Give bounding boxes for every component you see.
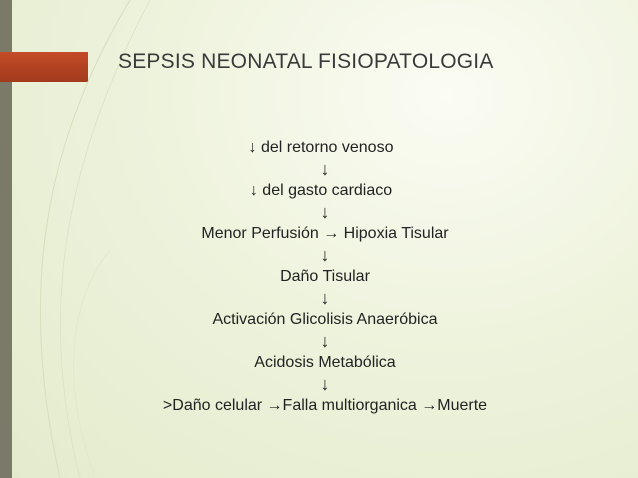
slide-title: SEPSIS NEONATAL FISIOPATOLOGIA [118, 50, 494, 73]
flow-step-anaerobic-glycolysis: Activación Glicolisis Anaeróbica [212, 311, 438, 328]
flow-step-perfusion-hypoxia: Menor Perfusión → Hipoxia Tisular [201, 225, 449, 242]
flow-step-venous-return: ↓ del retorno venoso [248, 139, 394, 156]
flow-step-metabolic-acidosis: Acidosis Metabólica [254, 354, 396, 371]
down-arrow-2: ↓ [320, 201, 330, 222]
pathophysiology-flow [12, 137, 638, 417]
down-arrow-1: ↓ [320, 158, 330, 179]
flow-step-tissue-damage: Daño Tisular [280, 268, 370, 285]
down-arrow-3: ↓ [320, 244, 330, 265]
down-arrow-5: ↓ [320, 330, 330, 351]
down-arrow-4: ↓ [320, 287, 330, 308]
down-arrow-6: ↓ [320, 373, 330, 394]
flow-step-cardiac-output: ↓ del gasto cardiaco [249, 182, 393, 199]
flow-step-cell-damage-death: >Daño celular →Falla multiorganica →Muerte [162, 397, 488, 414]
